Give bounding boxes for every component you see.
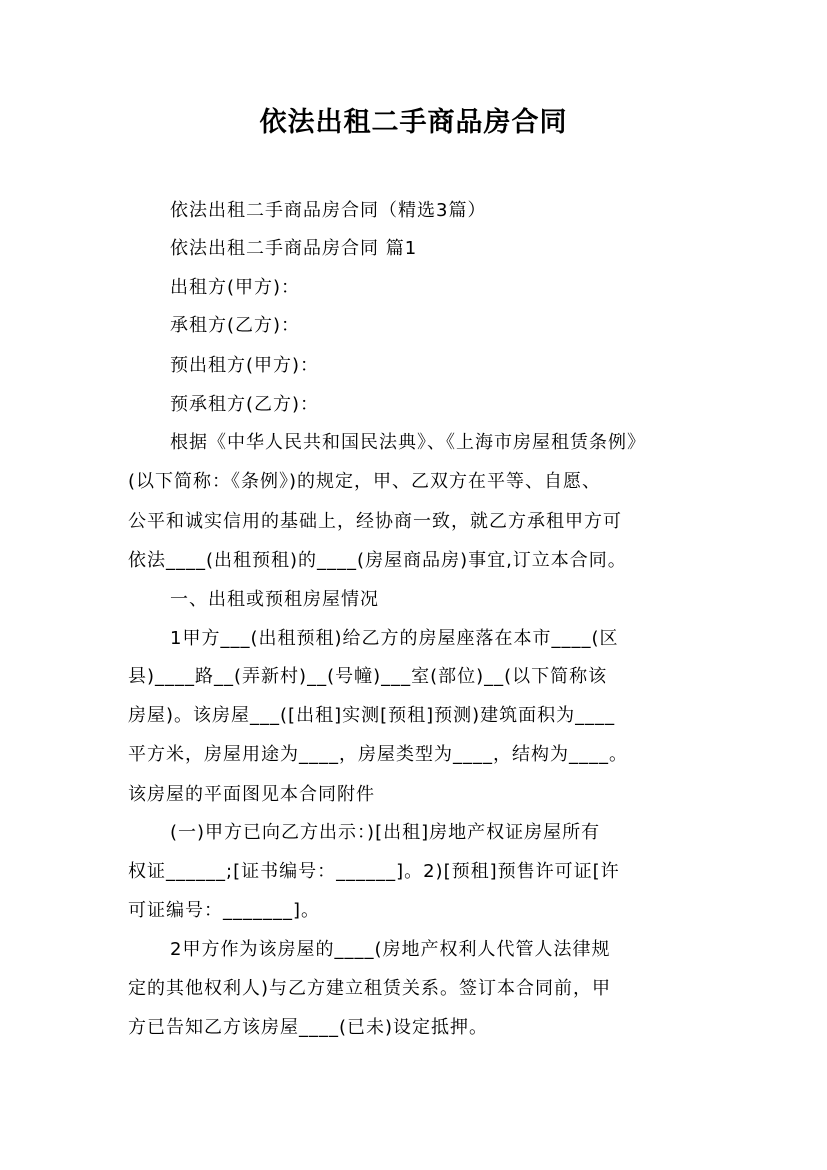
document-title: 依法出租二手商品房合同: [259, 107, 568, 138]
text-line: 承租方(乙方)：: [170, 315, 301, 336]
text-line: 公平和诚实信用的基础上，经协商一致，就乙方承租甲方可: [128, 511, 622, 532]
text-line: 根据《中华人民共和国民法典》、《上海市房屋租赁条例》: [170, 432, 646, 453]
text-line: 2甲方作为该房屋的____(房地产权利人代管人法律规: [170, 939, 611, 960]
text-line: 房屋)。该房屋___([出租]实测[预租]预测)建筑面积为____: [128, 705, 616, 726]
text-line: 方已告知乙方该房屋____(已未)设定抵押。: [128, 1017, 489, 1038]
text-line: 权证______;[证书编号：______]。2)[预租]预售许可证[许: [128, 861, 620, 882]
section-heading: 一、出租或预租房屋情况: [170, 589, 379, 610]
text-line: 定的其他权利人)与乙方建立租赁关系。签订本合同前，甲: [128, 978, 612, 999]
text-line: (以下简称：《条例》)的规定，甲、乙双方在平等、自愿、: [128, 471, 602, 492]
text-line: 依法出租二手商品房合同（精选3篇）: [170, 200, 487, 221]
text-line: 依法出租二手商品房合同 篇1: [170, 238, 418, 259]
text-line: 预出租方(甲方)：: [170, 355, 320, 376]
text-line: 平方米，房屋用途为____，房屋类型为____，结构为____。: [128, 744, 628, 765]
text-line: 该房屋的平面图见本合同附件: [128, 784, 375, 805]
text-line: 依法____(出租预租)的____(房屋商品房)事宜,订立本合同。: [128, 550, 627, 571]
text-line: 1甲方___(出租预租)给乙方的房屋座落在本市____(区: [170, 628, 619, 649]
text-line: 可证编号：_______]。: [128, 900, 321, 921]
text-line: 出租方(甲方)：: [170, 277, 301, 298]
text-line: 预承租方(乙方)：: [170, 394, 320, 415]
text-line: 县)____路__(弄新村)__(号幢)___室(部位)__(以下简称该: [128, 666, 608, 687]
text-line: (一)甲方已向乙方出示：)[出租]房地产权证房屋所有: [170, 822, 601, 843]
